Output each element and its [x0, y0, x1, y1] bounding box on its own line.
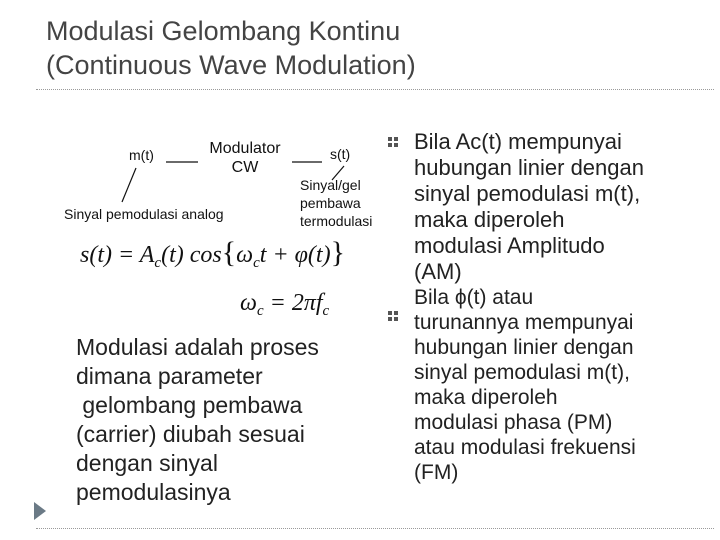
formula-eq1: $s(t) = A_c(t) \cos\{\omega_ct + \varphi(t)\}$ [80, 236, 345, 271]
bullet-line: hubungan linier dengan [414, 155, 644, 180]
square-bullet-icon [388, 137, 398, 147]
definition-line: (carrier) diubah sesuai [76, 421, 305, 447]
arrow-bullet-icon [34, 502, 46, 520]
formula-eq2: $\omega_c = 2\pi f_c$ [240, 290, 330, 319]
bullet-line: maka diperoleh [414, 386, 558, 409]
definition-line: Modulasi adalah proses [76, 334, 319, 360]
bullet-line: modulasi Amplitudo [414, 233, 605, 258]
square-bullet-icon [388, 311, 398, 321]
bullet-line: Bila ϕ(t) atau [414, 286, 534, 309]
bullet-list [414, 129, 704, 485]
bullet-line: hubungan linier dengan [414, 336, 634, 359]
bullet-line: atau modulasi frekuensi [414, 436, 636, 459]
bullet-line: sinyal pemodulasi m(t), [414, 361, 630, 384]
definition-line: pemodulasinya [76, 479, 231, 505]
modulator-line-1: Modulator [209, 140, 281, 157]
output-caption-line-3: termodulasi [300, 213, 373, 229]
output-label: s(t) [330, 146, 351, 162]
modulator-line-2: CW [231, 159, 259, 176]
bullet-line: Bila Ac(t) mempunyai [414, 129, 622, 154]
bullet-line: modulasi phasa (PM) [414, 411, 613, 434]
bullet-am [414, 129, 704, 285]
title-line-2: (Continuous Wave Modulation) [46, 50, 416, 80]
definition-line: gelombang pembawa [76, 392, 303, 418]
bullet-line: maka diperoleh [414, 207, 565, 232]
bullet-line: sinyal pemodulasi m(t), [414, 181, 641, 206]
title-line-1: Modulasi Gelombang Kontinu [46, 16, 401, 46]
formula-block [80, 228, 390, 320]
output-caption-line-1: Sinyal/gel [300, 177, 361, 193]
footer-divider [36, 528, 714, 529]
bullet-pm-fm [414, 285, 704, 485]
definition-paragraph [76, 333, 396, 507]
definition-line: dimana parameter [76, 363, 263, 389]
bullet-line: (FM) [414, 461, 459, 484]
bullet-line: turunannya mempunyai [414, 311, 634, 334]
output-caption [300, 176, 372, 230]
input-caption: Sinyal pemodulasi analog [64, 206, 224, 222]
bullet-line: (AM) [414, 259, 462, 284]
input-caption-pointer [122, 168, 136, 202]
output-caption-line-2: pembawa [300, 195, 361, 211]
definition-line: dengan sinyal [76, 450, 218, 476]
modulator-box [200, 139, 290, 185]
input-label: m(t) [129, 147, 154, 163]
